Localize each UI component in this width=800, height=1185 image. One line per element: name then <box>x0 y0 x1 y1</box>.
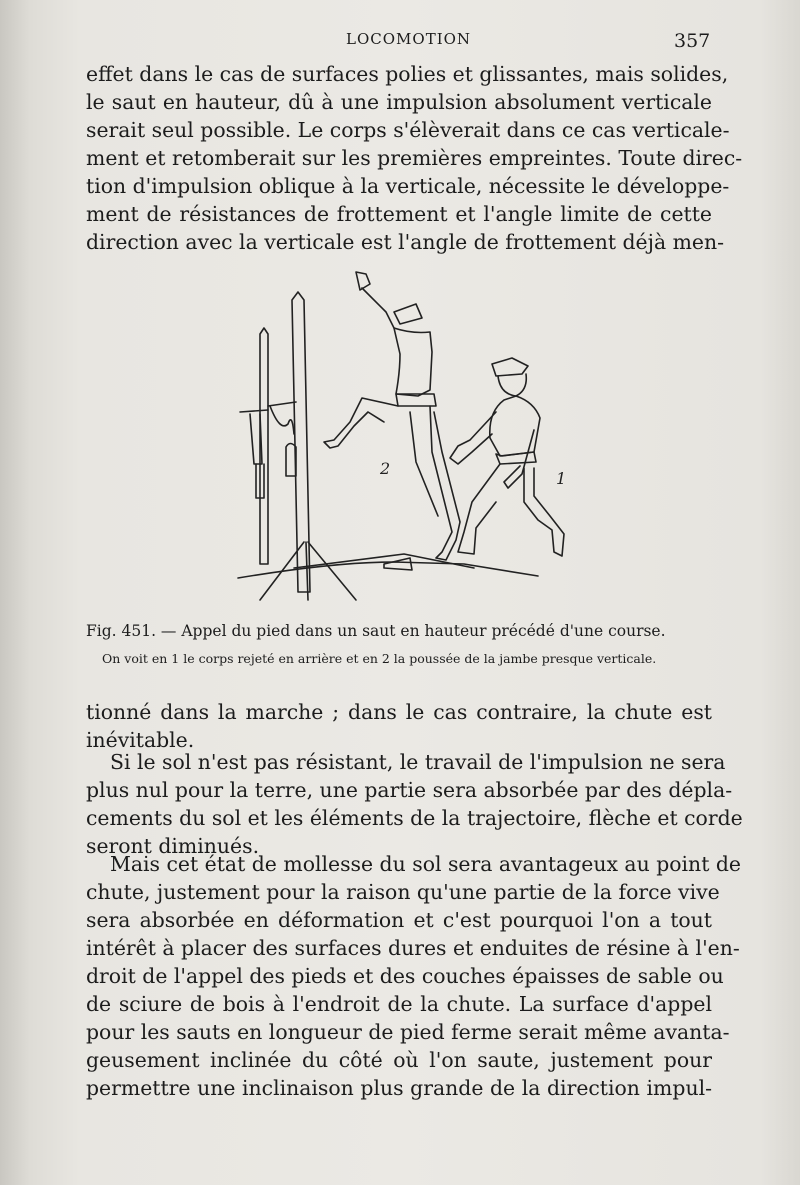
text-line: Si le sol n'est pas résistant, le travail de l'impulsion ne sera <box>110 750 726 774</box>
text-line: cements du sol et les éléments de la trajectoire, flèche et corde <box>86 806 743 830</box>
figure-label-runner: 1 <box>556 469 567 488</box>
text-line: le saut en hauteur, dû à une impulsion absolument verticale <box>86 90 712 114</box>
text-line: geusement inclinée du côté où l'on saute, justement pour <box>86 1048 712 1072</box>
text-line: permettre une inclinaison plus grande de la direction impul- <box>86 1076 712 1100</box>
paragraph-4 <box>86 850 741 1102</box>
text-line: seront diminués. <box>86 834 260 858</box>
running-title: LOCOMOTION <box>346 30 472 48</box>
text-line: ment de résistances de frottement et l'angle limite de cette <box>86 202 712 226</box>
text-line: serait seul possible. Le corps s'élèverait dans ce cas verticale- <box>86 118 730 142</box>
text-line: de sciure de bois à l'endroit de la chute. La surface d'appel <box>86 992 712 1016</box>
page-header <box>0 30 800 54</box>
text-line: intérêt à placer des surfaces dures et enduites de résine à l'en- <box>86 936 740 960</box>
figure-label-jumper: 2 <box>380 459 391 478</box>
text-line: tion d'impulsion oblique à la verticale, nécessite le développe- <box>86 174 730 198</box>
text-line: inévitable. <box>86 728 195 752</box>
text-line: sera absorbée en déformation et c'est pourquoi l'on a tout <box>86 908 712 932</box>
paragraph-2 <box>86 698 712 754</box>
page-number: 357 <box>674 30 711 52</box>
text-line: plus nul pour la terre, une partie sera absorbée par des dépla- <box>86 778 733 802</box>
paragraph-1 <box>86 60 743 256</box>
text-line: pour les sauts en longueur de pied ferme serait même avanta- <box>86 1020 730 1044</box>
high-jump-drawing <box>234 262 574 614</box>
text-line: effet dans le cas de surfaces polies et glissantes, mais solides, <box>86 62 729 86</box>
figure-caption-detail: On voit en 1 le corps rejeté en arrière et en 2 la poussée de la jambe presque verticale. <box>102 651 657 666</box>
figure-caption: Fig. 451. — Appel du pied dans un saut en hauteur précédé d'une course. <box>86 622 666 640</box>
paragraph-3 <box>86 748 743 860</box>
text-line: direction avec la verticale est l'angle de frottement déjà men- <box>86 230 725 254</box>
text-line: droit de l'appel des pieds et des couches épaisses de sable ou <box>86 964 724 988</box>
text-line: tionné dans la marche ; dans le cas contraire, la chute est <box>86 700 712 724</box>
figure-451-illustration <box>234 262 574 614</box>
text-line: Mais cet état de mollesse du sol sera avantageux au point de <box>110 852 741 876</box>
text-line: ment et retomberait sur les premières empreintes. Toute direc- <box>86 146 743 170</box>
text-line: chute, justement pour la raison qu'une partie de la force vive <box>86 880 720 904</box>
